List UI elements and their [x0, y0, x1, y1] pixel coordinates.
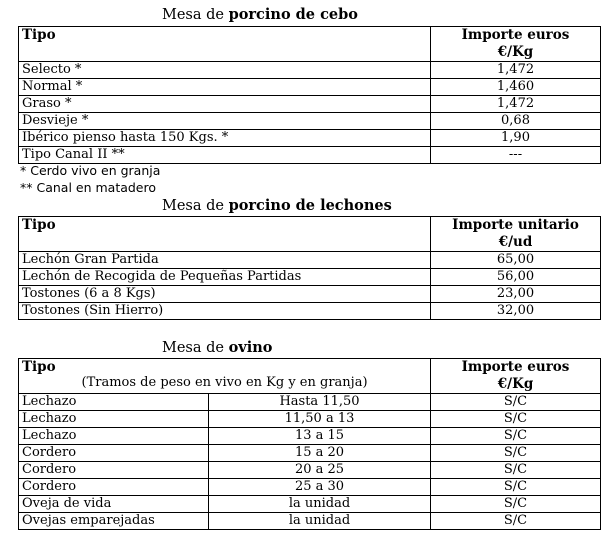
ovino-header-importe-line2: €/Kg: [497, 376, 534, 392]
lechones-header-importe-line2: €/ud: [498, 234, 533, 250]
cebo-header-row: [19, 27, 601, 62]
ovino-cell-tramo: la unidad: [209, 496, 431, 513]
ovino-title-bold: ovino: [228, 339, 273, 356]
cebo-header-importe-line2: €/Kg: [497, 44, 534, 60]
cebo-cell-tipo: Ibérico pienso hasta 150 Kgs. *: [19, 130, 431, 147]
ovino-cell-importe: S/C: [431, 462, 601, 479]
table-row: [19, 445, 601, 462]
cebo-title-prefix: Mesa de: [162, 7, 229, 23]
ovino-cell-tipo: Cordero: [19, 479, 209, 496]
cebo-cell-tipo: Selecto *: [19, 62, 431, 79]
table-row: [19, 130, 601, 147]
table-row: [19, 96, 601, 113]
lechones-table: [18, 216, 601, 320]
lechones-cell-importe: 23,00: [431, 286, 601, 303]
cebo-cell-importe: 1,460: [431, 79, 601, 96]
lechones-cell-importe: 32,00: [431, 303, 601, 320]
ovino-cell-tramo: 25 a 30: [209, 479, 431, 496]
ovino-cell-tramo: la unidad: [209, 513, 431, 530]
table-row: [19, 303, 601, 320]
lechones-header-tipo: Tipo: [19, 217, 431, 252]
ovino-cell-tipo: Lechazo: [19, 394, 209, 411]
ovino-cell-tramo: 11,50 a 13: [209, 411, 431, 428]
ovino-cell-importe: S/C: [431, 479, 601, 496]
ovino-title: [162, 339, 272, 356]
ovino-cell-importe: S/C: [431, 428, 601, 445]
ovino-title-prefix: Mesa de: [162, 340, 229, 356]
cebo-header-importe: [431, 27, 601, 62]
table-row: [19, 394, 601, 411]
ovino-cell-importe: S/C: [431, 513, 601, 530]
cebo-cell-importe: ---: [431, 147, 601, 164]
table-row: [19, 462, 601, 479]
lechones-cell-importe: 56,00: [431, 269, 601, 286]
cebo-title: [162, 6, 358, 23]
cebo-note-2: ** Canal en matadero: [20, 180, 157, 195]
lechones-cell-tipo: Tostones (Sin Hierro): [19, 303, 431, 320]
lechones-title-prefix: Mesa de: [162, 198, 229, 214]
cebo-table: [18, 26, 601, 164]
table-row: [19, 62, 601, 79]
table-row: [19, 113, 601, 130]
cebo-cell-tipo: Desvieje *: [19, 113, 431, 130]
ovino-header-subnote: (Tramos de peso en vivo en Kg y en granja): [81, 375, 368, 390]
lechones-header-row: [19, 217, 601, 252]
cebo-cell-importe: 1,472: [431, 96, 601, 113]
table-row: [19, 479, 601, 496]
table-row: [19, 252, 601, 269]
cebo-cell-importe: 0,68: [431, 113, 601, 130]
lechones-cell-importe: 65,00: [431, 252, 601, 269]
ovino-cell-tipo: Cordero: [19, 462, 209, 479]
ovino-cell-tipo: Lechazo: [19, 428, 209, 445]
ovino-cell-tramo: Hasta 11,50: [209, 394, 431, 411]
table-row: [19, 411, 601, 428]
ovino-header-tipo-label: Tipo: [22, 359, 56, 375]
ovino-cell-tramo: 13 a 15: [209, 428, 431, 445]
cebo-note-1: * Cerdo vivo en granja: [20, 163, 161, 178]
ovino-cell-tipo: Ovejas emparejadas: [19, 513, 209, 530]
ovino-cell-importe: S/C: [431, 445, 601, 462]
ovino-header-row: [19, 359, 601, 394]
cebo-header-tipo: Tipo: [19, 27, 431, 62]
table-row: [19, 269, 601, 286]
cebo-header-importe-line1: Importe euros: [461, 27, 570, 43]
cebo-cell-tipo: Tipo Canal II **: [19, 147, 431, 164]
ovino-cell-tipo: Lechazo: [19, 411, 209, 428]
cebo-cell-importe: 1,472: [431, 62, 601, 79]
ovino-cell-tramo: 20 a 25: [209, 462, 431, 479]
table-row: [19, 496, 601, 513]
table-row: [19, 513, 601, 530]
lechones-header-importe: [431, 217, 601, 252]
cebo-cell-tipo: Graso *: [19, 96, 431, 113]
lechones-cell-tipo: Lechón Gran Partida: [19, 252, 431, 269]
cebo-cell-tipo: Normal *: [19, 79, 431, 96]
ovino-header-importe-line1: Importe euros: [461, 359, 570, 375]
ovino-cell-tipo: Oveja de vida: [19, 496, 209, 513]
ovino-table: [18, 358, 601, 530]
lechones-title-bold: porcino de lechones: [228, 197, 392, 214]
lechones-cell-tipo: Tostones (6 a 8 Kgs): [19, 286, 431, 303]
ovino-cell-importe: S/C: [431, 394, 601, 411]
lechones-cell-tipo: Lechón de Recogida de Pequeñas Partidas: [19, 269, 431, 286]
ovino-cell-tramo: 15 a 20: [209, 445, 431, 462]
table-row: [19, 286, 601, 303]
ovino-cell-importe: S/C: [431, 411, 601, 428]
ovino-cell-tipo: Cordero: [19, 445, 209, 462]
cebo-cell-importe: 1,90: [431, 130, 601, 147]
cebo-title-bold: porcino de cebo: [228, 6, 358, 23]
ovino-header-tipo: [19, 359, 431, 394]
table-row: [19, 147, 601, 164]
table-row: [19, 79, 601, 96]
table-row: [19, 428, 601, 445]
lechones-title: [162, 197, 392, 214]
ovino-cell-importe: S/C: [431, 496, 601, 513]
ovino-header-importe: [431, 359, 601, 394]
lechones-header-importe-line1: Importe unitario: [452, 217, 579, 233]
